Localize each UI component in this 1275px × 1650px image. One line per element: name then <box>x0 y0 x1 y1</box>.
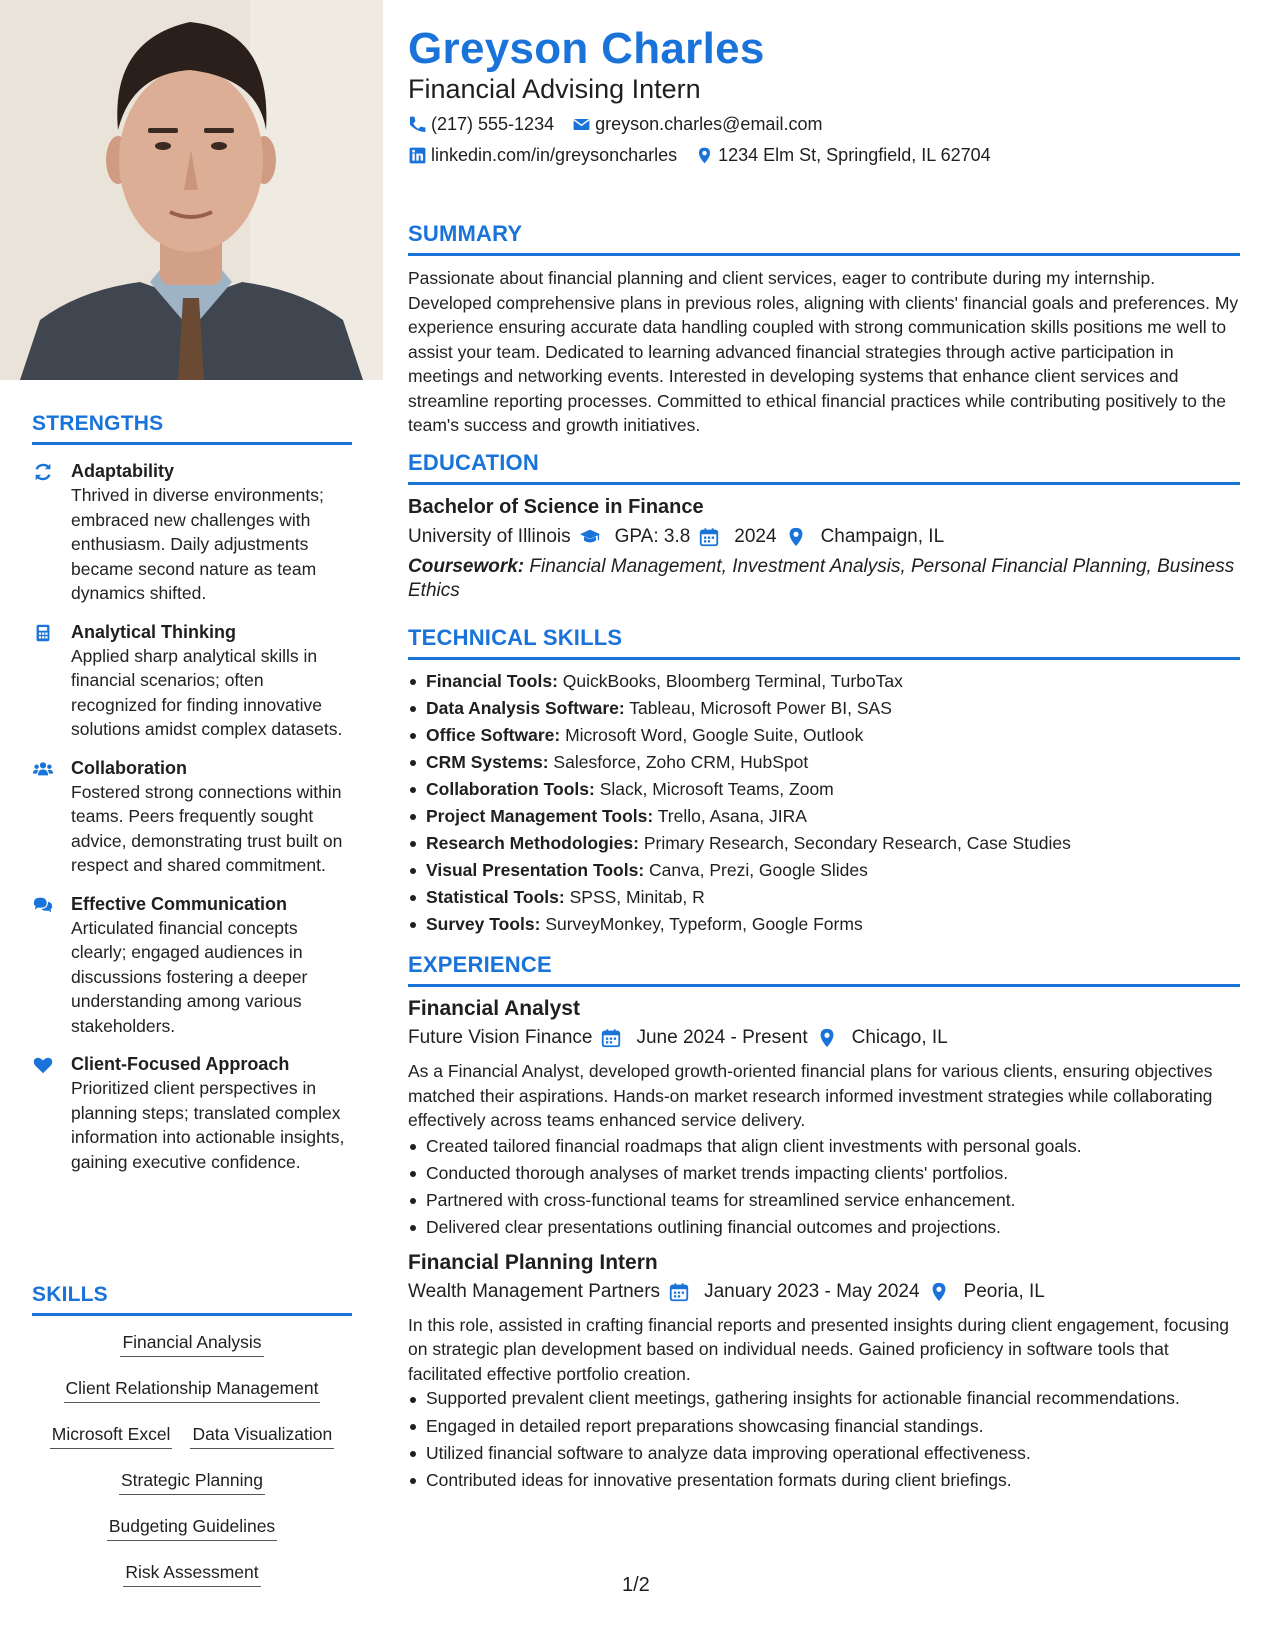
list-item: Utilized financial software to analyze data improving operational effectiveness. <box>408 1440 1240 1467</box>
list-item <box>408 884 1240 911</box>
section-divider <box>32 1313 352 1316</box>
strength-item <box>32 1052 352 1174</box>
list-item <box>408 722 1240 749</box>
technical-skills-title: TECHNICAL SKILLS <box>408 625 623 650</box>
skill-tag: Microsoft Excel <box>50 1422 173 1449</box>
strength-desc: Articulated financial concepts clearly; engaged audiences in discussions fostering a deeper understanding among various stakeholders. <box>71 917 308 1036</box>
job-meta <box>408 1279 1240 1305</box>
skill-category: Project Management Tools: <box>426 806 654 826</box>
linkedin-icon <box>408 146 427 165</box>
skills-section <box>32 1283 352 1606</box>
list-item <box>408 695 1240 722</box>
gpa <box>615 524 721 550</box>
year-text: 2024 <box>734 526 777 547</box>
contact-phone[interactable] <box>408 114 554 135</box>
calendar-icon <box>668 1281 690 1303</box>
list-item: Engaged in detailed report preparations showcasing financial standings. <box>408 1413 1240 1440</box>
email-text: greyson.charles@email.com <box>595 114 823 134</box>
experience-section <box>408 952 1240 1494</box>
strength-desc: Thrived in diverse environments; embraced new challenges with enthusiasm. Daily adjustments became second nature as team dynamics shifted. <box>71 485 324 603</box>
skill-values: Primary Research, Secondary Research, Case Studies <box>643 833 1071 853</box>
dates-text: June 2024 - Present <box>636 1027 808 1048</box>
map-pin-icon <box>816 1027 838 1049</box>
contact-address <box>695 145 991 166</box>
job-location <box>852 1025 948 1051</box>
company <box>408 1279 690 1305</box>
strength-title: Analytical Thinking <box>71 621 237 642</box>
skill-category: Data Analysis Software: <box>426 698 625 718</box>
gpa-text: GPA: 3.8 <box>614 526 691 547</box>
skill-category: Office Software: <box>426 725 561 745</box>
envelope-icon <box>572 115 591 134</box>
strength-item <box>32 892 352 1039</box>
strength-item <box>32 756 352 878</box>
education-meta <box>408 524 1240 550</box>
left-column <box>0 0 383 1650</box>
list-item: Contributed ideas for innovative presentation formats during client briefings. <box>408 1467 1240 1494</box>
list-item: Created tailored financial roadmaps that align client investments with personal goals. <box>408 1133 1240 1160</box>
job-entry <box>408 1249 1240 1495</box>
degree-title: Bachelor of Science in Finance <box>408 496 704 518</box>
school-location <box>821 524 945 550</box>
coursework <box>408 555 1240 603</box>
list-item <box>408 749 1240 776</box>
skills-title: SKILLS <box>32 1283 108 1306</box>
skill-values: Trello, Asana, JIRA <box>657 806 807 826</box>
skill-category: Statistical Tools: <box>426 887 565 907</box>
list-item: Supported prevalent client meetings, gathering insights for actionable financial recommendations. <box>408 1386 1240 1410</box>
experience-title: EXPERIENCE <box>408 952 552 977</box>
skill-values: SPSS, Minitab, R <box>569 887 705 907</box>
school-name: University of Illinois <box>408 526 571 547</box>
summary-text: Passionate about financial planning and client services, eager to contribute during my internship. Developed comprehensive plans in previous roles, aligning with clients' financial goals and preferences. My experience ensuring accurate data handling coupled with strong communication skills positions me well to assist your team. Dedicated to learning advanced financial strategies through active participation in meetings and networking events. Interested in developing systems that enhance client services and streamline reporting processes. Committed to ethical financial practices while contributing positively to the team's success and growth initiatives. <box>408 268 1239 435</box>
contact-email[interactable] <box>572 114 822 135</box>
list-item <box>408 668 1240 695</box>
heart-icon <box>32 1054 54 1076</box>
strength-title: Effective Communication <box>71 893 288 914</box>
company-name: Wealth Management Partners <box>408 1280 661 1302</box>
candidate-name: Greyson Charles <box>408 24 765 73</box>
page-number: 1/2 <box>622 1574 650 1596</box>
skill-category: Financial Tools: <box>426 671 558 691</box>
location-text: Peoria, IL <box>963 1280 1045 1302</box>
sync-icon <box>32 461 54 483</box>
school <box>408 524 601 550</box>
job-description: As a Financial Analyst, developed growth-oriented financial plans for various clients, ensuring objectives matched their aspirations. Hands-on market research informed investment strategies while collaborating effectively across teams enhanced service delivery. <box>408 1061 1213 1130</box>
graduation-cap-icon <box>579 526 601 548</box>
job-bullets <box>408 1386 1240 1494</box>
grad-year <box>734 524 806 550</box>
list-item <box>408 911 1240 938</box>
section-divider <box>408 482 1240 485</box>
strength-title: Client-Focused Approach <box>71 1054 290 1074</box>
job-location <box>964 1279 1045 1305</box>
job-title: Financial Planning Intern <box>408 1250 658 1274</box>
location-text: Champaign, IL <box>820 526 945 547</box>
comments-icon <box>32 894 54 916</box>
skills-list <box>32 1330 352 1587</box>
location-text: Chicago, IL <box>851 1027 948 1048</box>
company-name: Future Vision Finance <box>408 1027 593 1048</box>
section-divider <box>408 253 1240 256</box>
job-title: Financial Analyst <box>408 997 580 1020</box>
section-divider <box>32 442 352 445</box>
skill-tag: Data Visualization <box>190 1422 334 1449</box>
strength-title: Adaptability <box>71 461 175 481</box>
skill-tag: Budgeting Guidelines <box>107 1514 277 1541</box>
skill-category: Collaboration Tools: <box>426 779 595 799</box>
candidate-role: Financial Advising Intern <box>408 74 701 104</box>
linkedin-text: linkedin.com/in/greysoncharles <box>431 145 678 165</box>
list-item <box>408 776 1240 803</box>
education-title: EDUCATION <box>408 450 539 475</box>
calendar-icon <box>698 526 720 548</box>
technical-skills-section <box>408 625 1240 938</box>
skill-category: Visual Presentation Tools: <box>426 860 645 880</box>
map-pin-icon <box>928 1281 950 1303</box>
company <box>408 1025 622 1051</box>
map-pin-icon <box>785 526 807 548</box>
list-item <box>408 830 1240 857</box>
skill-values: Microsoft Word, Google Suite, Outlook <box>565 725 864 745</box>
skill-tag: Strategic Planning <box>119 1468 265 1495</box>
contact-linkedin[interactable] <box>408 145 677 166</box>
skill-row <box>32 1376 352 1403</box>
skill-values: Tableau, Microsoft Power BI, SAS <box>629 698 892 718</box>
coursework-label: Coursework: <box>408 556 525 577</box>
address-text: 1234 Elm St, Springfield, IL 62704 <box>718 145 991 165</box>
skill-row <box>32 1560 352 1587</box>
list-item: Partnered with cross-functional teams for streamlined service enhancement. <box>408 1187 1240 1214</box>
skill-category: Research Methodologies: <box>426 833 639 853</box>
skill-values: Canva, Prezi, Google Slides <box>649 860 868 880</box>
users-icon <box>32 758 54 780</box>
strength-desc: Applied sharp analytical skills in financial scenarios; often recognized for finding innovative solutions amidst complex datasets. <box>71 645 343 739</box>
skill-tag: Client Relationship Management <box>64 1376 321 1403</box>
job-description: In this role, assisted in crafting financial reports and presented insights during client engagement, focusing on strategic plan development based on individual needs. Gained proficiency in software tools that facilitated effective portfolio creation. <box>408 1314 1230 1384</box>
skill-values: Slack, Microsoft Teams, Zoom <box>599 779 834 799</box>
summary-title: SUMMARY <box>408 221 523 246</box>
job-entry <box>408 995 1240 1241</box>
section-divider <box>408 657 1240 660</box>
strength-item <box>32 620 352 742</box>
skill-values: Salesforce, Zoho CRM, HubSpot <box>553 752 809 772</box>
job-dates <box>636 1025 837 1051</box>
contact-line <box>408 114 822 135</box>
portrait-image <box>0 0 383 380</box>
skill-category: Survey Tools: <box>426 914 541 934</box>
skill-row <box>32 1468 352 1495</box>
skill-row <box>32 1514 352 1541</box>
profile-photo <box>0 0 383 380</box>
phone-text: (217) 555-1234 <box>431 114 555 134</box>
list-item <box>408 803 1240 830</box>
strength-item <box>32 459 352 606</box>
calculator-icon <box>32 622 54 644</box>
education-section <box>408 450 1240 603</box>
list-item <box>408 857 1240 884</box>
summary-section <box>408 221 1240 438</box>
job-bullets <box>408 1133 1240 1241</box>
strength-desc: Prioritized client perspectives in planning steps; translated complex information into actionable insights, gaining executive confidence. <box>71 1078 345 1172</box>
skill-values: QuickBooks, Bloomberg Terminal, TurboTax <box>562 671 903 691</box>
strengths-title: STRENGTHS <box>32 412 164 435</box>
contact-line <box>408 145 991 166</box>
skill-tag: Financial Analysis <box>120 1330 263 1357</box>
map-pin-icon <box>695 146 714 165</box>
strength-title: Collaboration <box>71 757 187 778</box>
coursework-text: Financial Management, Investment Analysis, Personal Financial Planning, Business Ethics <box>408 556 1235 601</box>
strength-desc: Fostered strong connections within teams. Peers frequently sought advice, demonstrating trust built on respect and shared commitment. <box>71 781 343 875</box>
phone-icon <box>408 115 427 134</box>
list-item: Delivered clear presentations outlining financial outcomes and projections. <box>408 1214 1240 1241</box>
list-item: Conducted thorough analyses of market trends impacting clients' portfolios. <box>408 1160 1240 1187</box>
skill-category: CRM Systems: <box>426 752 549 772</box>
skill-values: SurveyMonkey, Typeform, Google Forms <box>545 914 863 934</box>
strengths-section <box>32 412 352 1174</box>
job-meta <box>408 1025 1240 1051</box>
skill-row <box>32 1330 352 1357</box>
section-divider <box>408 984 1240 987</box>
skill-row <box>32 1422 352 1449</box>
dates-text: January 2023 - May 2024 <box>704 1280 920 1302</box>
technical-skills-list <box>408 668 1240 938</box>
skill-tag: Risk Assessment <box>123 1560 260 1587</box>
job-dates <box>704 1279 949 1305</box>
calendar-icon <box>600 1027 622 1049</box>
